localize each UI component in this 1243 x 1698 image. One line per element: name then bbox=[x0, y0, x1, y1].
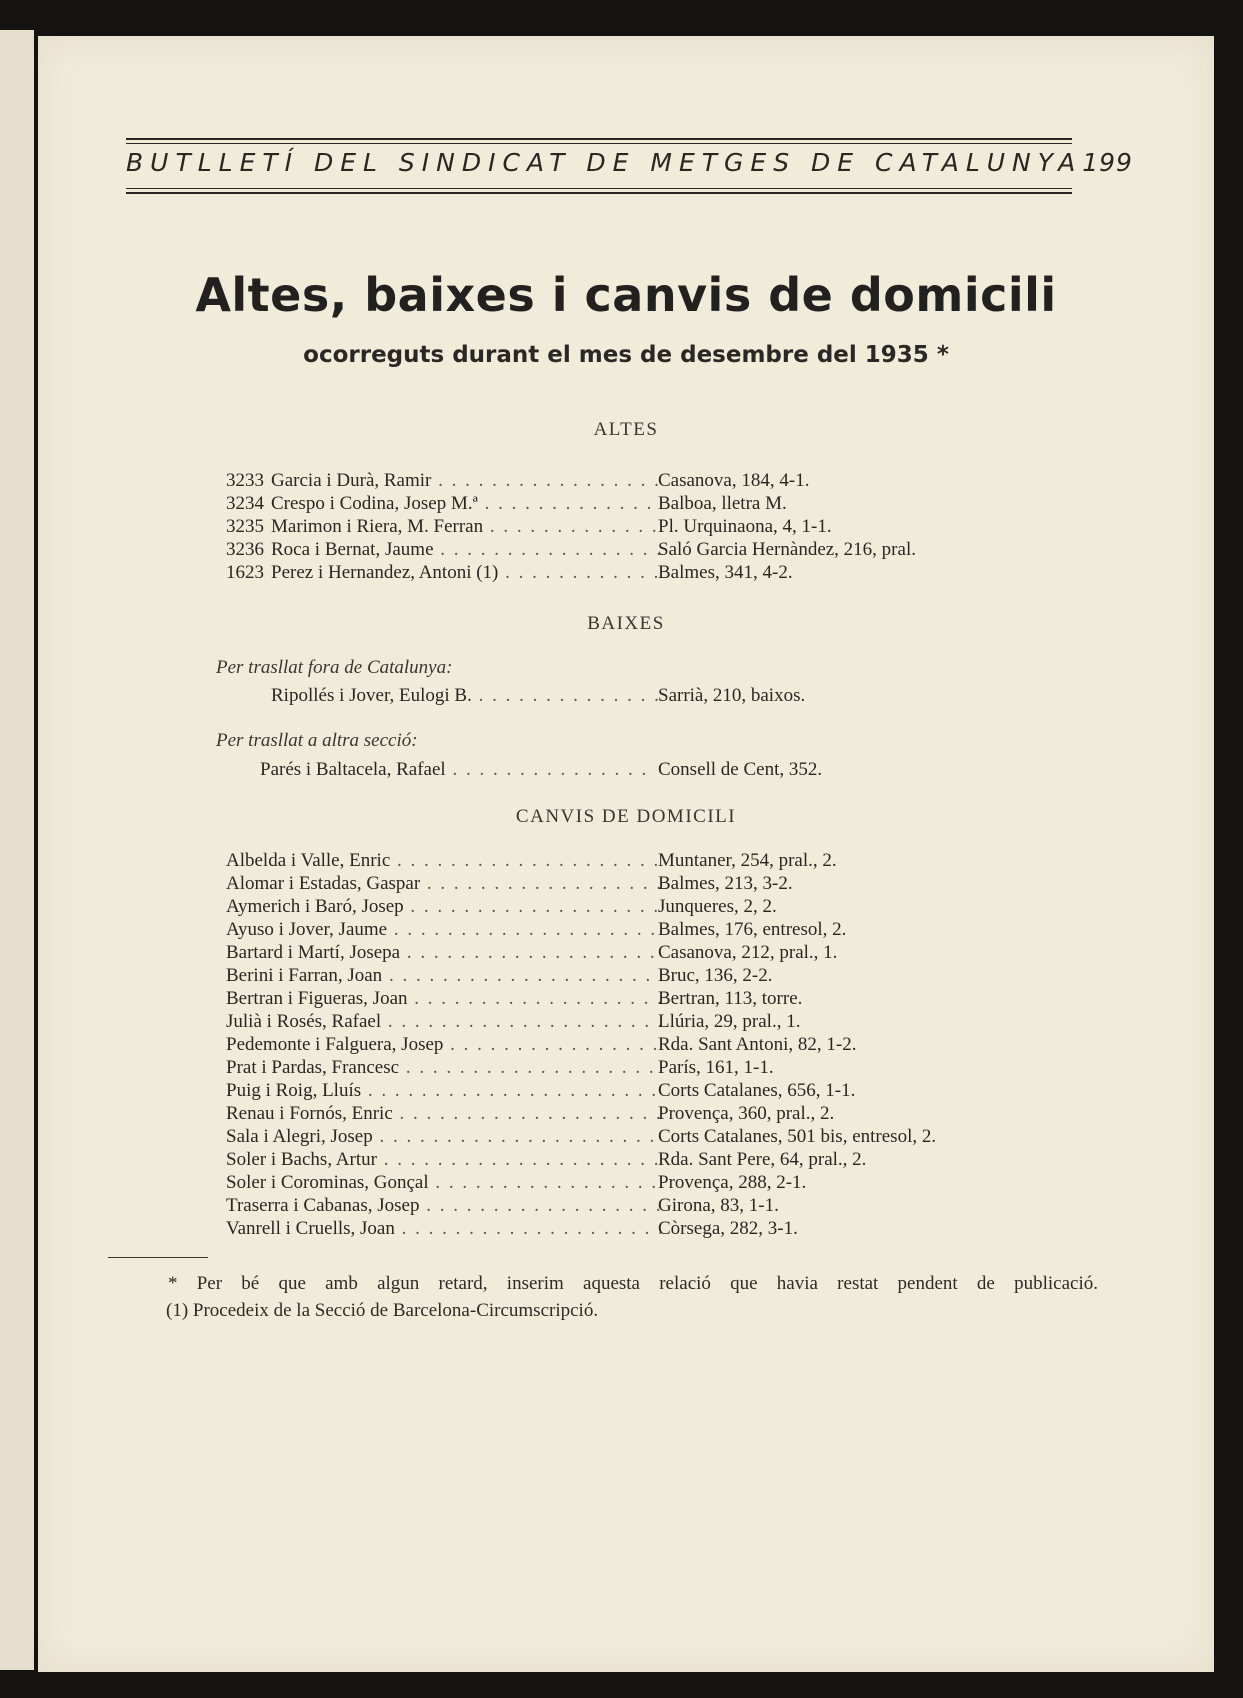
footnotes bbox=[168, 1270, 1098, 1324]
member-number: 3233 bbox=[226, 470, 264, 491]
member-address: Provença, 288, 2-1. bbox=[658, 1172, 807, 1193]
member-address: Bertran, 113, torre. bbox=[658, 988, 803, 1009]
member-name: Crespo i Codina, Josep M.ª . . . bbox=[271, 492, 661, 515]
member-address: Muntaner, 254, pral., 2. bbox=[658, 850, 837, 871]
member-address: Còrsega, 282, 3-1. bbox=[658, 1218, 798, 1239]
member-address: Corts Catalanes, 501 bis, entresol, 2. bbox=[658, 1126, 937, 1147]
member-address: Sarrià, 210, baixos. bbox=[658, 685, 806, 706]
member-name: Soler i Corominas, Gonçal . . . bbox=[226, 1171, 661, 1194]
member-name: Albelda i Valle, Enric . . . bbox=[226, 849, 661, 872]
member-name: Parés i Baltacela, Rafael . . . bbox=[260, 758, 650, 781]
page-title: Altes, baixes i canvis de domicili bbox=[195, 268, 1057, 322]
member-address: Casanova, 184, 4-1. bbox=[658, 470, 810, 491]
member-address: Provença, 360, pral., 2. bbox=[658, 1103, 835, 1124]
list-item bbox=[38, 469, 1214, 492]
member-name: Perez i Hernandez, Antoni (1) . . . bbox=[271, 561, 661, 584]
list-item bbox=[38, 684, 1214, 707]
canvis-list bbox=[38, 849, 1214, 1240]
altes-list bbox=[38, 469, 1214, 584]
member-address: Casanova, 212, pral., 1. bbox=[658, 942, 838, 963]
member-name: Soler i Bachs, Artur . . . bbox=[226, 1148, 661, 1171]
member-address: Consell de Cent, 352. bbox=[658, 759, 823, 780]
header-rule bbox=[126, 192, 1072, 194]
member-address: Balboa, lletra M. bbox=[658, 493, 787, 514]
member-name: Bertran i Figueras, Joan . . . bbox=[226, 987, 661, 1010]
member-number: 3235 bbox=[226, 516, 264, 537]
member-address: París, 161, 1-1. bbox=[658, 1057, 774, 1078]
member-address: Rda. Sant Antoni, 82, 1-2. bbox=[658, 1034, 857, 1055]
member-address: Balmes, 341, 4-2. bbox=[658, 562, 793, 583]
member-address: Corts Catalanes, 656, 1-1. bbox=[658, 1080, 856, 1101]
member-address: Balmes, 213, 3-2. bbox=[658, 873, 793, 894]
journal-name: BUTLLETÍ DEL SINDICAT DE METGES DE CATALUNYA bbox=[126, 148, 1083, 177]
member-name: Garcia i Durà, Ramir . . . bbox=[271, 469, 661, 492]
page-subtitle: ocorreguts durant el mes de desembre del 1935 * bbox=[303, 342, 949, 368]
list-item bbox=[38, 758, 1214, 781]
document-page bbox=[38, 36, 1214, 1672]
member-address: Junqueres, 2, 2. bbox=[658, 896, 777, 917]
member-address: Llúria, 29, pral., 1. bbox=[658, 1011, 801, 1032]
member-name: Prat i Pardas, Francesc . . . bbox=[226, 1056, 661, 1079]
member-number: 3236 bbox=[226, 539, 264, 560]
running-header bbox=[126, 130, 1133, 200]
member-name: Roca i Bernat, Jaume . . . bbox=[271, 538, 661, 561]
altes-heading: ALTES bbox=[593, 419, 659, 440]
member-name: Berini i Farran, Joan . . . bbox=[226, 964, 661, 987]
member-number: 3234 bbox=[226, 493, 264, 514]
baixes-heading: BAIXES bbox=[587, 613, 665, 634]
member-name: Julià i Rosés, Rafael . . . bbox=[226, 1010, 661, 1033]
member-address: Balmes, 176, entresol, 2. bbox=[658, 919, 847, 940]
header-rule bbox=[126, 188, 1072, 189]
member-name: Puig i Roig, Lluís . . . bbox=[226, 1079, 661, 1102]
footnote: * Per bé que amb algun retard, inserim aquesta relació que havia restat pendent de publicació. bbox=[168, 1273, 1098, 1294]
baixes-subheading: Per trasllat a altra secció: bbox=[216, 730, 418, 751]
list-item bbox=[38, 515, 1214, 538]
member-address: Saló Garcia Hernàndez, 216, pral. bbox=[658, 539, 916, 560]
member-address: Girona, 83, 1-1. bbox=[658, 1195, 779, 1216]
member-name: Aymerich i Baró, Josep . . . bbox=[226, 895, 661, 918]
member-name: Pedemonte i Falguera, Josep . . . bbox=[226, 1033, 661, 1056]
member-name: Bartard i Martí, Josepa . . . bbox=[226, 941, 661, 964]
member-name: Traserra i Cabanas, Josep . . . bbox=[226, 1194, 661, 1217]
list-item bbox=[38, 538, 1214, 561]
member-number: 1623 bbox=[226, 562, 264, 583]
header-text bbox=[126, 148, 1133, 177]
header-rule bbox=[126, 138, 1072, 140]
member-name: Renau i Fornós, Enric . . . bbox=[226, 1102, 661, 1125]
list-item bbox=[38, 492, 1214, 515]
baixes-subheading: Per trasllat fora de Catalunya: bbox=[216, 657, 453, 678]
header-rule bbox=[126, 143, 1072, 144]
page-number: 199 bbox=[1082, 148, 1133, 177]
member-name: Ayuso i Jover, Jaume . . . bbox=[226, 918, 661, 941]
left-page-edge bbox=[0, 30, 34, 1670]
member-name: Vanrell i Cruells, Joan . . . bbox=[226, 1217, 661, 1240]
footnote-rule bbox=[108, 1257, 208, 1258]
member-address: Pl. Urquinaona, 4, 1-1. bbox=[658, 516, 832, 537]
footnote: (1) Procedeix de la Secció de Barcelona-Circumscripció. bbox=[166, 1300, 599, 1321]
member-address: Rda. Sant Pere, 64, pral., 2. bbox=[658, 1149, 867, 1170]
member-name: Alomar i Estadas, Gaspar . . . bbox=[226, 872, 661, 895]
member-name: Ripollés i Jover, Eulogi B. . . . bbox=[271, 684, 661, 707]
list-item bbox=[38, 561, 1214, 584]
canvis-heading: CANVIS DE DOMICILI bbox=[515, 806, 737, 827]
member-name: Marimon i Riera, M. Ferran . . . bbox=[271, 515, 661, 538]
member-name: Sala i Alegri, Josep . . . bbox=[226, 1125, 661, 1148]
member-address: Bruc, 136, 2-2. bbox=[658, 965, 773, 986]
